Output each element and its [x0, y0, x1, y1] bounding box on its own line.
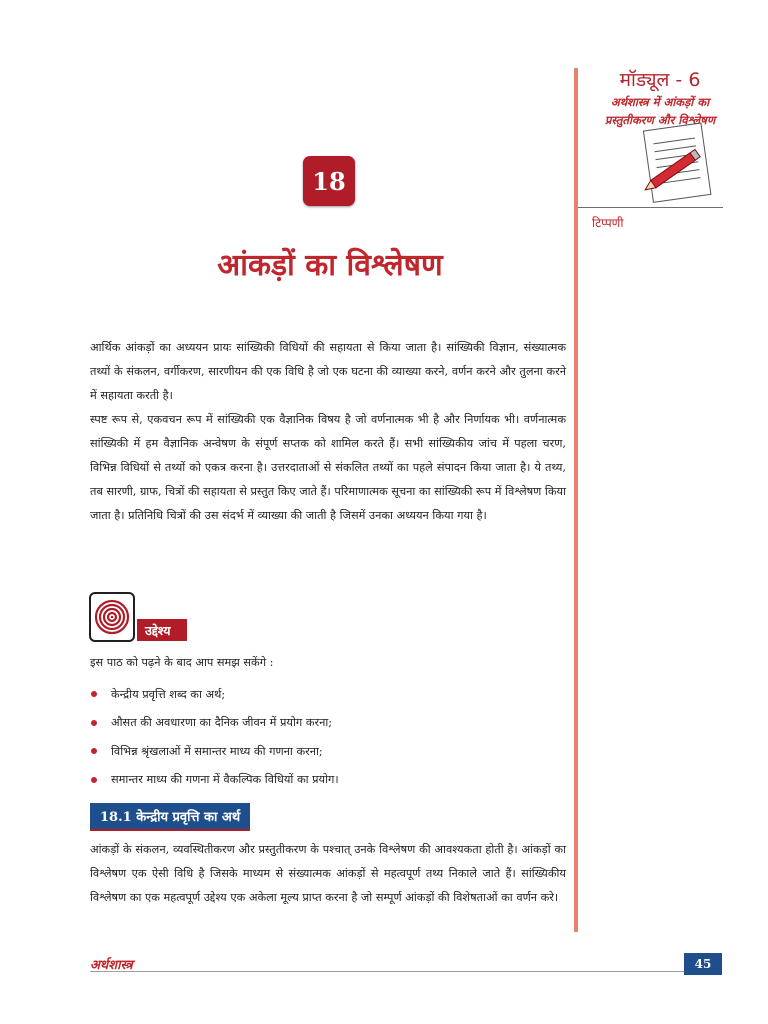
objectives-list [90, 680, 339, 794]
objectives-intro: इस पाठ को पढ़ने के बाद आप समझ सकेंगे : [90, 656, 274, 669]
module-subtitle-line1: अर्थशास्त्र में आंकड़ों का [610, 95, 710, 109]
paragraph-intro: आर्थिक आंकड़ों का अध्ययन प्रायः सांख्यिकी विधियों की सहायता से किया जाता है। सांख्यिकी विज्ञान, संख्यात्मक तथ्यों के संकलन, वर्गीकरण, सारणीयन की एक विधि है जो एक घटना की व्याख्या करने, वर्णन करने और तुलना करने में सहायता करती है। [90, 341, 566, 402]
list-item: समान्तर माध्य की गणना में वैकल्पिक विधियों का प्रयोग। [90, 766, 339, 795]
chapter-number: 18 [312, 166, 346, 196]
bullet-icon [91, 777, 97, 783]
bullet-icon [91, 691, 97, 697]
module-subtitle-line2: प्रस्तुतीकरण और विश्लेषण [604, 113, 716, 127]
sidebar-divider [578, 207, 723, 208]
bullet-icon [91, 748, 97, 754]
list-item: केन्द्रीय प्रवृत्ति शब्द का अर्थ; [90, 680, 339, 709]
footer-title: अर्थशास्त्र [90, 958, 133, 973]
module-title: मॉड्यूल - 6 [619, 69, 701, 91]
paper-pencil-icon [640, 118, 724, 204]
bullet-icon [91, 720, 97, 726]
margin-rule [574, 68, 578, 932]
objectives-label: उद्देश्य [137, 619, 187, 641]
target-icon [89, 592, 135, 642]
paragraph-descriptive-stats: स्पष्ट रूप से, एकवचन रूप में सांख्यिकी एक वैज्ञानिक विषय है जो वर्णनात्मक भी है और निर्णायक भी। वर्णनात्मक सांख्यिकी में हम वैज्ञानिक अन्वेषण के संपूर्ण सप्तक को शामिल करते हैं। सभी सांख्यिकीय जांच में पहला चरण, विभिन्न विधियों से तथ्यों को एकत्र करना है। उत्तरदाताओं से संकलित तथ्यों का पहले संपादन किया जाता है। ये तथ्य, तब सारणी, ग्राफ, चित्रों की सहायता से प्रस्तुत किए जाते हैं। परिमाणात्मक सूचना का सांख्यिकी रूप में विश्लेषण किया जाता है। प्रतिनिधि चित्रों की उस संदर्भ में व्याख्या की जाती है जिसमें उनका अध्ययन किया गया है। [90, 413, 567, 522]
section-heading: 18.1 केन्द्रीय प्रवृत्ति का अर्थ [90, 803, 250, 831]
footer-divider [90, 971, 722, 972]
paragraph-analysis: आंकड़ों के संकलन, व्यवस्थितीकरण और प्रस्तुतीकरण के पश्चात् उनके विश्लेषण की आवश्यकता होती है। आंकड़ों का विश्लेषण एक ऐसी विधि है जिसके माध्यम से संख्यात्मक आंकड़ों से महत्वपूर्ण तथ्य निकाले जाते हैं। सांख्यिकीय विश्लेषण का एक महत्वपूर्ण उद्देश्य एक अकेला मूल्य प्राप्त करना है जो सम्पूर्ण आंकड़ों की विशेषताओं का वर्णन करे। [90, 843, 566, 904]
note-label: टिप्पणी [592, 216, 624, 230]
page-number: 45 [684, 953, 722, 975]
chapter-number-badge [303, 156, 355, 206]
list-item: विभिन्न श्रृंखलाओं में समान्तर माध्य की गणना करना; [90, 737, 339, 766]
chapter-title: आंकड़ों का विश्लेषण [217, 248, 443, 283]
list-item: औसत की अवधारणा का दैनिक जीवन में प्रयोग करना; [90, 709, 339, 738]
